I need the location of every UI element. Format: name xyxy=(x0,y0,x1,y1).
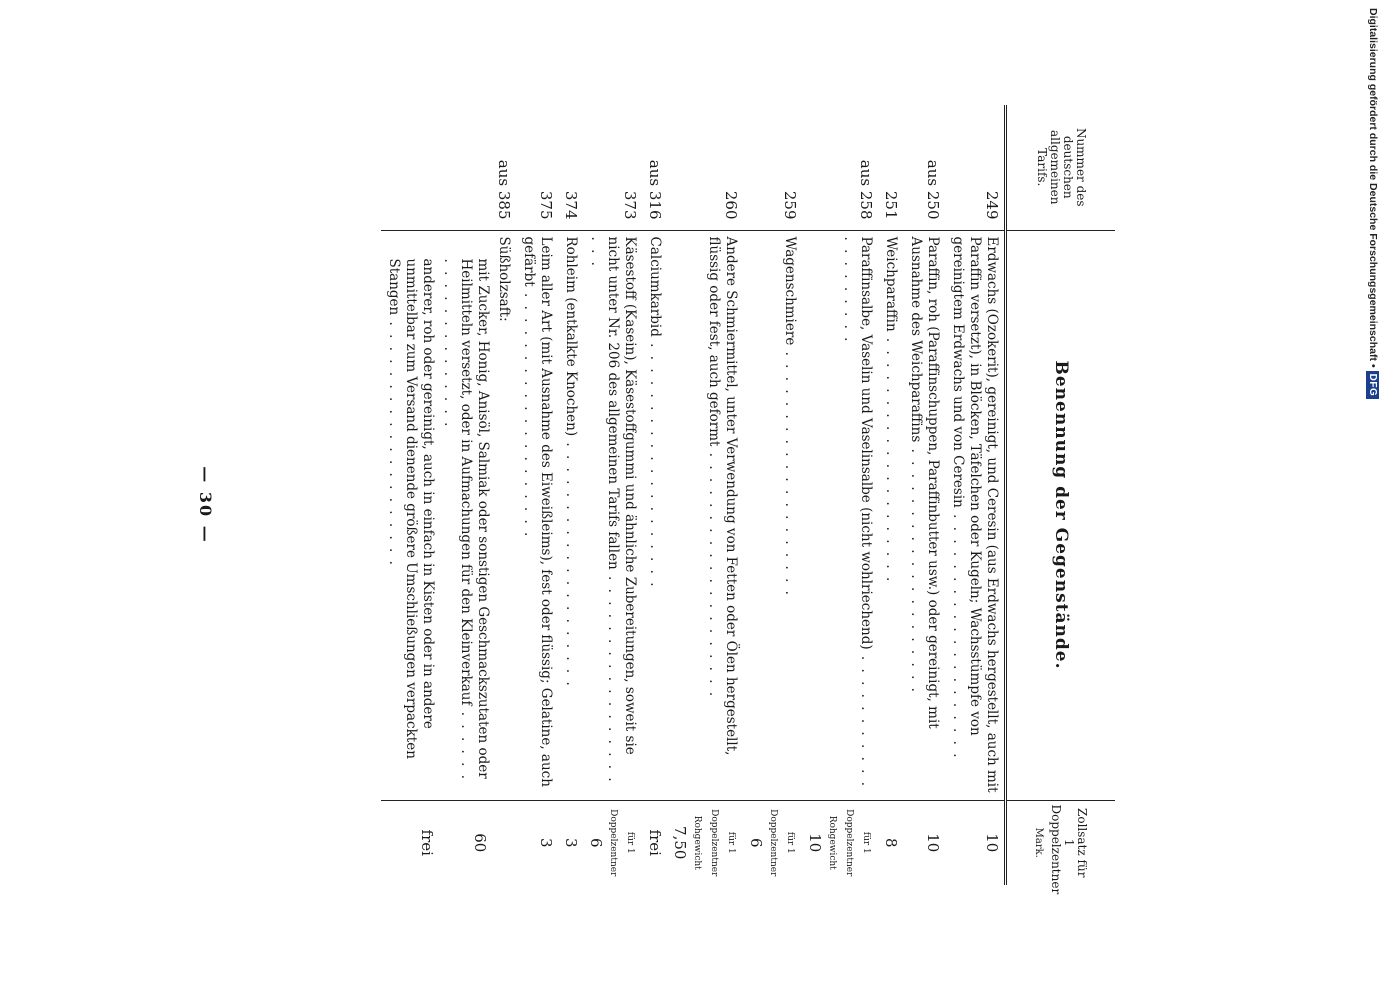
duty-rate: 10 xyxy=(924,833,942,853)
sub-item-rate: frei xyxy=(418,829,436,856)
table-row xyxy=(381,105,516,885)
item-description: Andere Schmiermittel, unter Verwendung von Fetten oder Ölen hergestellt, flüssig oder fest, auch geformt . . . xyxy=(705,237,739,794)
table-row xyxy=(516,105,558,885)
duty-rate: 3 xyxy=(537,837,555,848)
item-description-cell xyxy=(642,230,667,800)
scanned-page xyxy=(196,105,1115,895)
rate-note: für 1 Doppelzentner Rohgewicht xyxy=(692,809,736,877)
duty-rate-cell xyxy=(878,800,903,885)
tariff-number: 249 xyxy=(983,190,1001,220)
duty-rate-cell xyxy=(945,800,1006,885)
tariff-number: aus 258 xyxy=(857,159,875,220)
table-row xyxy=(583,105,642,885)
header-number: Nummer des deutschen allgemeinen Tarifs. xyxy=(1006,105,1116,230)
page-number: — 30 — xyxy=(196,466,215,544)
item-description-cell xyxy=(516,230,558,800)
duty-rate: 6 xyxy=(747,837,765,848)
table-row xyxy=(903,105,945,885)
tariff-table xyxy=(381,105,1115,895)
item-description: Erdwachs (Ozokerit), gereinigt, und Ceresin (aus Erdwachs hergestellt, auch mit Paraffin versetzt), in Blöcken, Täfelchen oder Kugeln; Wachsstümpfe von gereinigtem Erdwachs und von Ceresin . . . xyxy=(949,237,1000,794)
duty-rate-cell xyxy=(642,800,667,885)
sub-item-description: anderer, roh oder gereinigt, auch in einfach in Kisten oder in andere unmittelbar zum Versand dienende größere Umschließungen verpackten Stangen . . . xyxy=(385,237,436,794)
item-description: Rohleim (entkalkte Knochen) . . . xyxy=(562,237,579,794)
tariff-number: 373 xyxy=(621,190,639,220)
duty-rate-cell xyxy=(381,800,516,885)
header-description: Benennung der Gegenstände. xyxy=(1006,230,1116,800)
item-description-cell xyxy=(945,230,1006,800)
tariff-number: aus 250 xyxy=(924,159,942,220)
rate-note: für 1 Doppelzentner Rohgewicht xyxy=(827,809,871,877)
item-description: Paraffinsalbe, Vaselin und Vaselinsalbe (nicht wohlriechend) . . . xyxy=(840,237,874,794)
item-description: Weichparaffin . . . xyxy=(882,237,899,794)
tariff-number: aus 385 xyxy=(495,159,513,220)
item-description-cell xyxy=(743,230,802,800)
duty-rate: frei xyxy=(646,829,664,856)
table-row xyxy=(667,105,743,885)
table-row xyxy=(802,105,878,885)
header-rate-label: Zollsatz für 1 Doppelzentner xyxy=(1049,804,1090,895)
duty-rate-cell xyxy=(516,800,558,885)
table-row xyxy=(743,105,802,885)
tariff-number: 259 xyxy=(781,190,799,220)
tariff-number: 251 xyxy=(882,190,900,220)
duty-rate-cell xyxy=(667,800,743,885)
item-description-cell xyxy=(878,230,903,800)
item-description-cell xyxy=(667,230,743,800)
duty-rate-cell xyxy=(558,800,583,885)
duty-rate-cell xyxy=(583,800,642,885)
item-description: Wagenschmiere . . . xyxy=(781,237,798,794)
dfg-logo: DFG xyxy=(1367,371,1380,400)
tariff-number: 374 xyxy=(562,190,580,220)
header-rate-unit: Mark. xyxy=(1033,827,1045,858)
item-description: Süßholzsaft: xyxy=(496,236,512,322)
duty-rate: 10 xyxy=(983,833,1001,853)
item-description: Käsestoff (Kasein), Käsestoffgummi und ähnliche Zubereitungen, soweit sie nicht unter Nr. 206 des allgemeinen Tarifs fallen . . . xyxy=(587,237,638,794)
credit-text: Digitalisierung gefördert durch die Deutsche Forschungsgemeinschaft xyxy=(1367,8,1379,361)
duty-rate-cell xyxy=(743,800,802,885)
rate-note: für 1 Doppelzentner xyxy=(608,809,635,877)
item-description-cell xyxy=(381,230,516,800)
digitization-credit xyxy=(1366,8,1380,397)
header-rate xyxy=(1006,800,1116,895)
item-description: Calciumkarbid . . . xyxy=(646,237,663,794)
tariff-number: 260 xyxy=(722,190,740,220)
table-header-row xyxy=(1006,105,1116,885)
table-row xyxy=(878,105,903,885)
credit-separator: • xyxy=(1367,363,1379,368)
rate-note: für 1 Doppelzentner xyxy=(768,809,795,877)
item-description-cell xyxy=(802,230,878,800)
table-row xyxy=(945,105,1006,885)
item-description: Paraffin, roh (Paraffinschuppen, Paraffinbutter usw.) oder gereinigt, mit Ausnahme des Weichparaffins . . . xyxy=(907,237,941,794)
duty-rate: 6 xyxy=(587,837,605,848)
sub-item-rate: 60 xyxy=(471,833,489,853)
tariff-number: aus 316 xyxy=(646,159,664,220)
item-description-cell xyxy=(583,230,642,800)
duty-rate: 10 xyxy=(806,833,824,853)
duty-rate-cell xyxy=(802,800,878,885)
duty-rate: 3 xyxy=(562,837,580,848)
duty-rate: 8 xyxy=(882,837,900,848)
item-description: Leim aller Art (mit Ausnahme des Eiweißleims), fest oder flüssig; Gelatine, auch gefärbt . . . xyxy=(520,237,554,794)
table-row xyxy=(558,105,583,885)
duty-rate-cell xyxy=(903,800,945,885)
duty-rate: 7,50 xyxy=(671,826,689,860)
item-description-cell xyxy=(558,230,583,800)
item-description-cell xyxy=(903,230,945,800)
sub-item-description: mit Zucker, Honig, Anisöl, Salmiak oder sonstigen Geschmackszutaten oder Heilmitteln versetzt, oder in Aufmachungen für den Kleinverkauf . . . xyxy=(440,237,491,794)
tariff-number: 375 xyxy=(537,190,555,220)
table-row xyxy=(642,105,667,885)
